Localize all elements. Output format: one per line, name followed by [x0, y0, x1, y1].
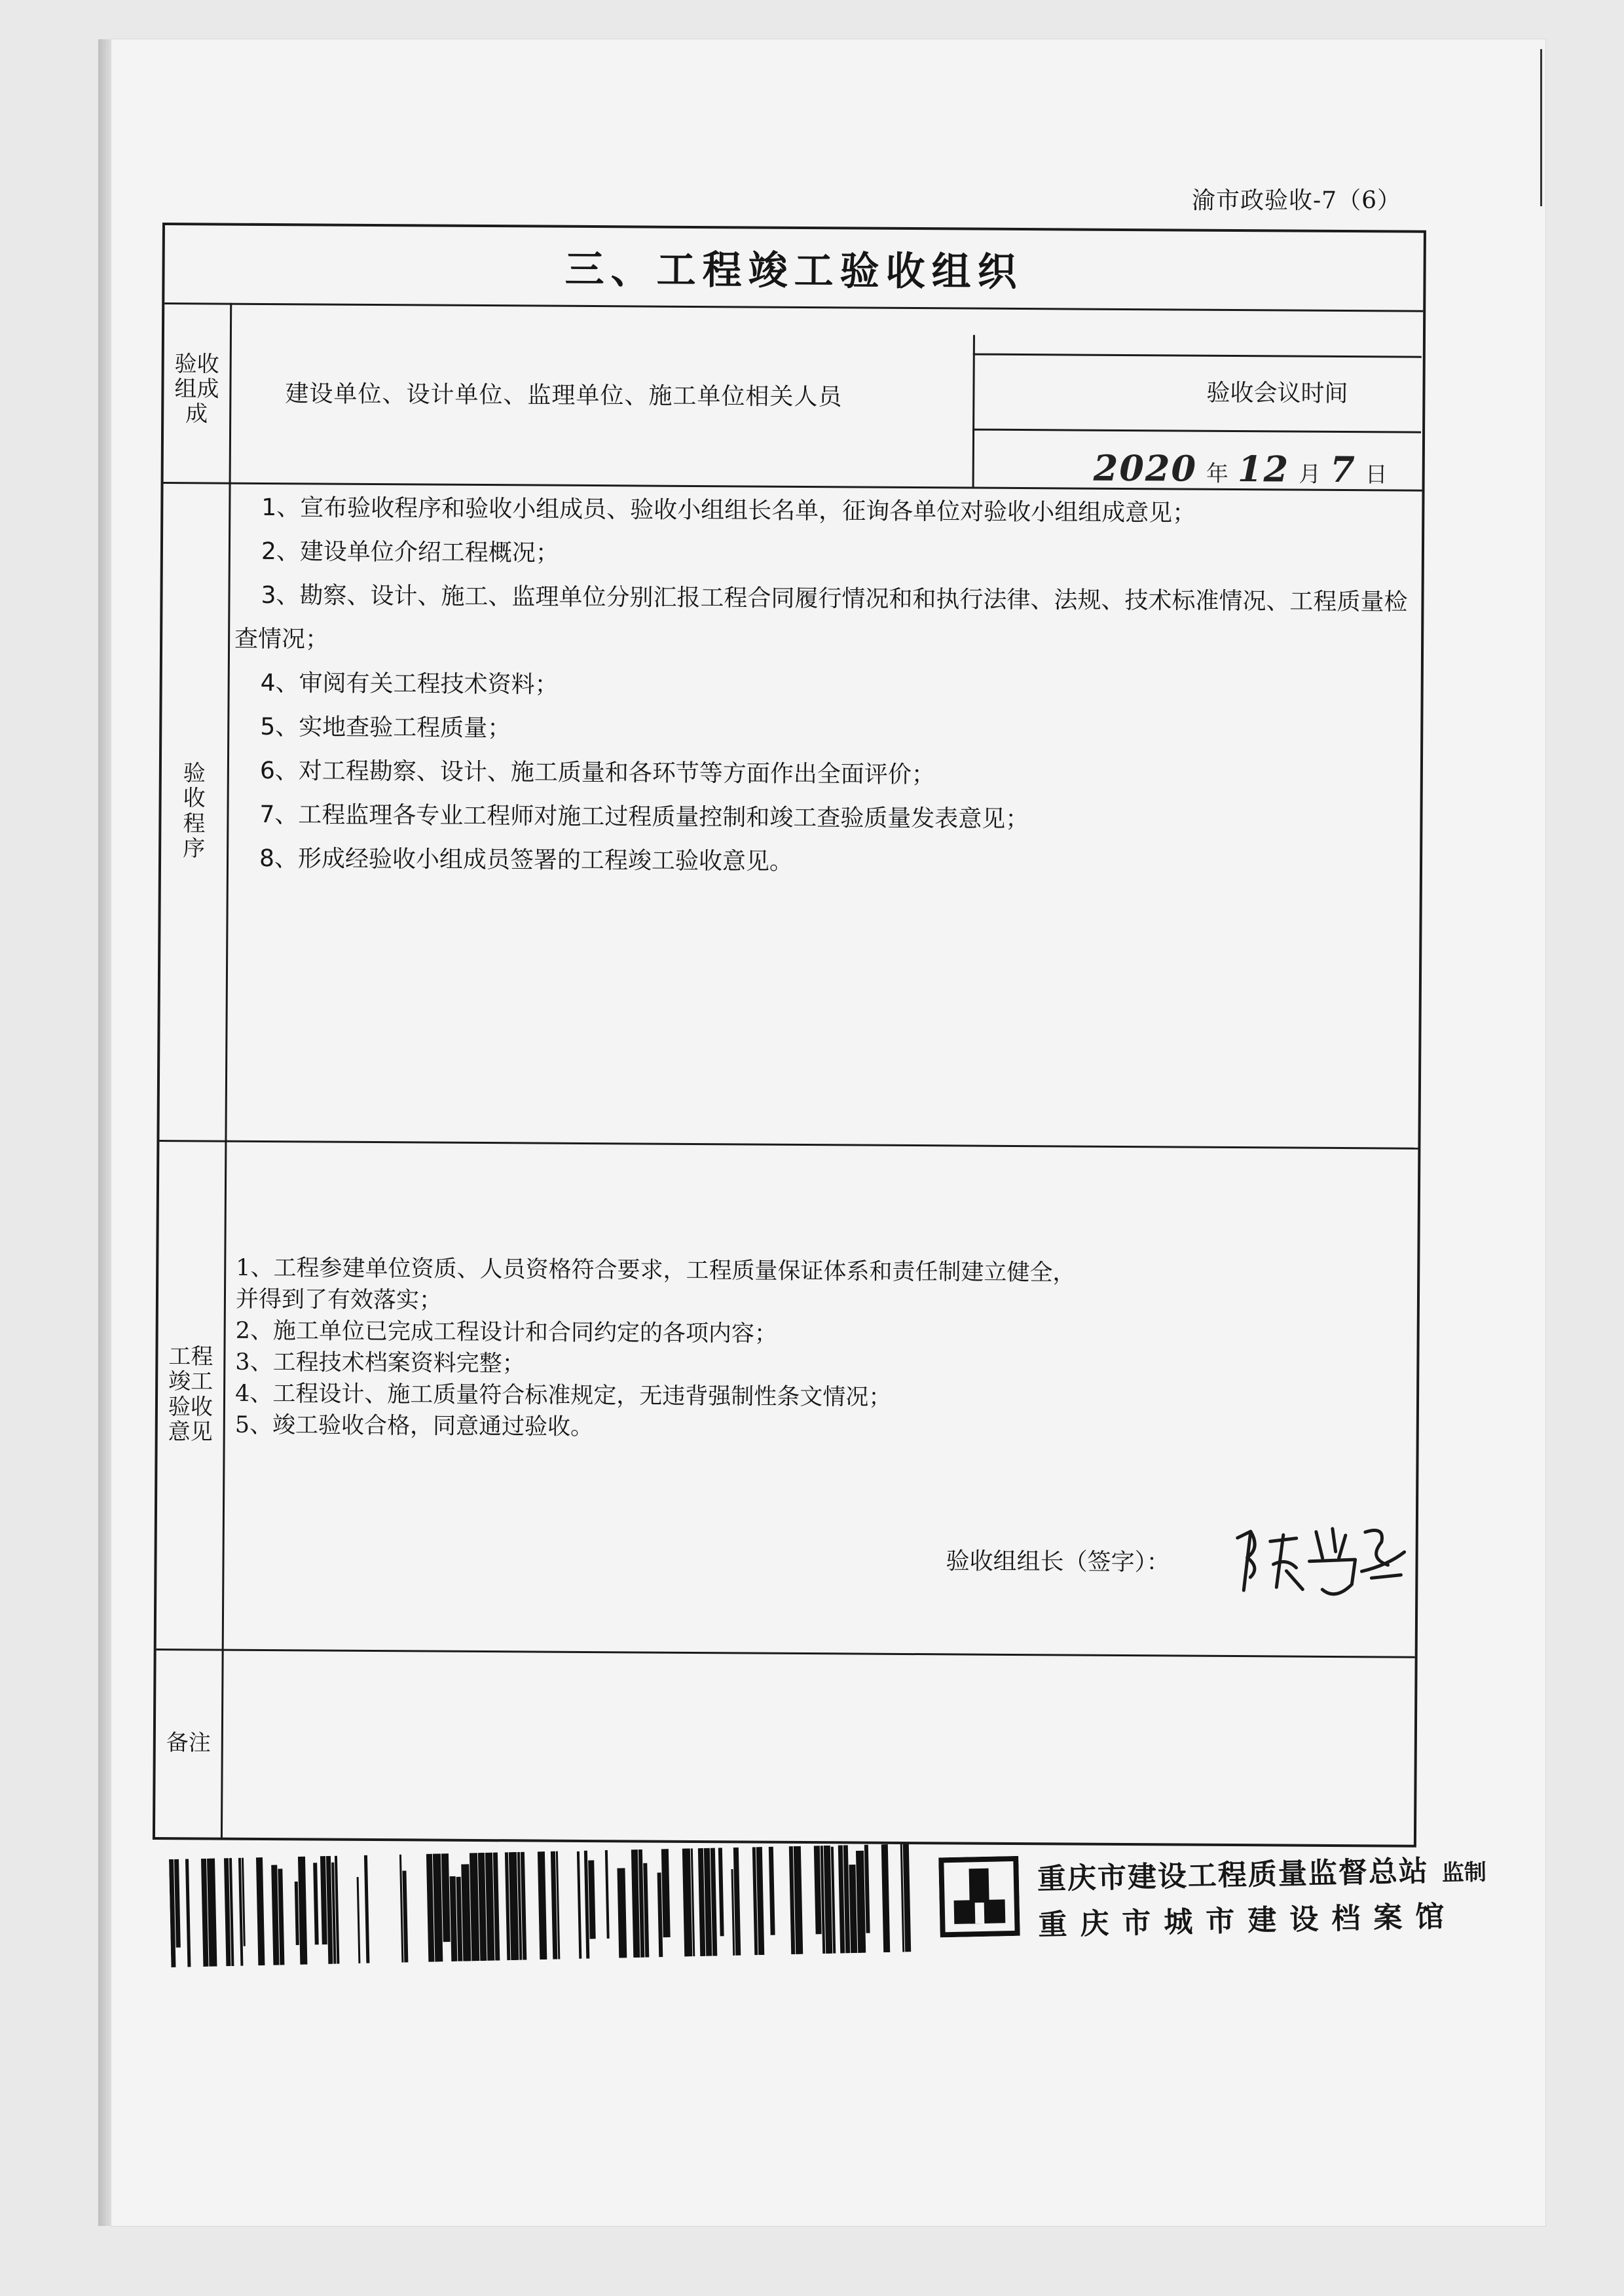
form-code: 渝市政验收-7（6） [1192, 187, 1401, 214]
opinion-line: 3、工程技术档案资料完整； [235, 1349, 525, 1377]
procedure-item: 5、实地查验工程质量； [260, 713, 511, 742]
barcode-icon [169, 1844, 911, 1967]
footer [169, 1831, 1540, 1997]
leader-signature-label: 验收组组长（签字）： [946, 1548, 1170, 1576]
handwritten-signature [1224, 1512, 1414, 1611]
opinion-line: 2、施工单位已完成工程设计和合同约定的各项内容； [235, 1317, 778, 1347]
building-logo-icon [938, 1856, 1020, 1938]
opinion-line: 4、工程设计、施工质量符合标准规定，无违背强制性条文情况； [234, 1380, 892, 1411]
meeting-mid-divider [972, 429, 1421, 433]
procedure-item: 7、工程监理各专业工程师对施工过程质量控制和竣工查验质量发表意见； [259, 801, 1029, 833]
opinions-label: 工程 竣工 验收 意见 [168, 1343, 213, 1446]
procedure-item: 2、建设单位介绍工程概况； [261, 538, 559, 567]
opinion-line: 5、竣工验收合格，同意通过验收。 [234, 1412, 594, 1441]
procedure-item: 8、形成经验收小组成员签署的工程竣工验收意见。 [259, 845, 794, 875]
page-title: 三、工程竣工验收组织 [564, 246, 1024, 296]
meeting-date: 2020 年 12 月 7 日 [1093, 446, 1388, 491]
procedure-item: 6、对工程勘察、设计、施工质量和各环节等方面作出全面评价； [259, 757, 935, 789]
row-divider [159, 1140, 1418, 1150]
opinion-line: 并得到了有效落实； [235, 1286, 443, 1314]
procedure-item: 4、审阅有关工程技术资料； [260, 669, 559, 699]
meeting-year: 2020 [1093, 446, 1198, 490]
scan-edge-line [1540, 49, 1542, 206]
issuer-line-2: 重庆市城市建设档案馆 [1037, 1899, 1458, 1942]
meeting-day: 7 [1329, 448, 1356, 491]
meeting-time-label: 验收会议时间 [1206, 379, 1348, 408]
issuer-line-1: 重庆市建设工程质量监督总站 监制 [1037, 1854, 1487, 1897]
row-divider [157, 1649, 1415, 1658]
acceptance-organization-table [153, 223, 1426, 1848]
procedure-list [233, 486, 1421, 888]
members-text: 建设单位、设计单位、监理单位、施工单位相关人员 [285, 380, 843, 411]
meeting-top-divider [973, 354, 1422, 358]
members-label: 验收 组成 成 [174, 350, 219, 428]
acceptance-opinions [235, 1252, 1363, 1448]
remarks-label: 备注 [166, 1730, 211, 1757]
meeting-month: 12 [1237, 448, 1290, 490]
procedure-item: 1、宣布验收程序和验收小组成员、验收小组组长名单，征询各单位对验收小组组成意见； [261, 494, 1196, 527]
opinion-line: 1、工程参建单位资质、人员资格符合要求，工程质量保证体系和责任制建立健全， [236, 1254, 1076, 1286]
procedure-label: 验 收 程 序 [183, 760, 206, 862]
procedure-item: 3、勘察、设计、施工、监理单位分别汇报工程合同履行情况和和执行法律、法规、技术标准情况、工程质量检查情况； [234, 581, 1408, 653]
